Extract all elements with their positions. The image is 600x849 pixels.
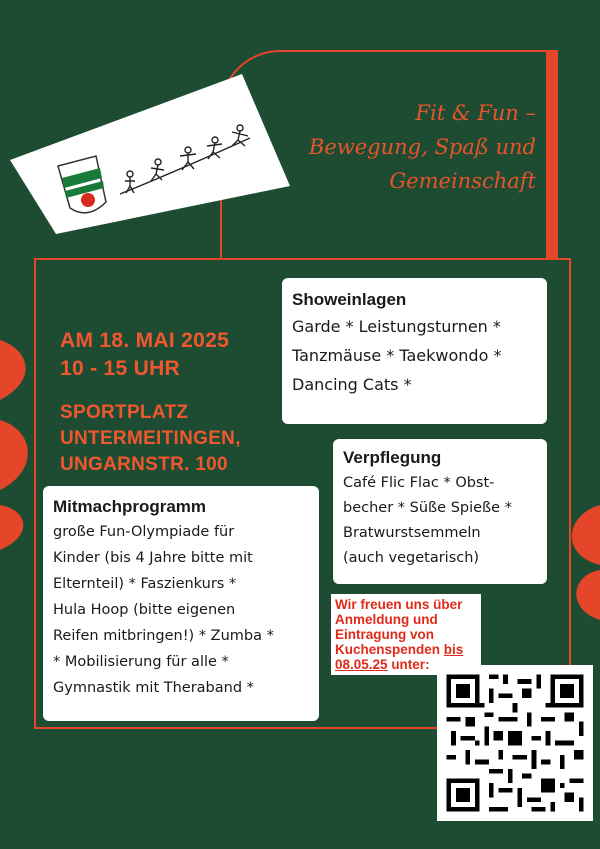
tagline — [236, 96, 536, 198]
mitmachprogramm-line: Gymnastik mit Theraband * — [53, 680, 254, 696]
showeinlagen-title: Showeinlagen — [292, 290, 407, 309]
event-location — [60, 400, 241, 478]
location-line: UNTERMEITINGEN, — [60, 428, 241, 449]
showeinlagen-line: Tanzmäuse * Taekwondo * — [292, 346, 502, 365]
mitmachprogramm-title: Mitmachprogramm — [53, 497, 207, 516]
showeinlagen-line: Dancing Cats * — [292, 375, 412, 394]
registration-notice — [331, 594, 481, 675]
tagline-line: Bewegung, Spaß und — [308, 135, 536, 159]
tagline-line: Fit & Fun – — [415, 101, 536, 125]
notice-deadline-text: bis — [443, 642, 464, 657]
mitmachprogramm-line: Elternteil) * Faszienkurs * — [53, 576, 237, 592]
mitmachprogramm-line: Reifen mitbringen!) * Zumba * — [53, 628, 274, 644]
time-line: 10 - 15 UHR — [60, 357, 181, 380]
tagline-line: Gemeinschaft — [389, 169, 536, 193]
notice-line: Anmeldung und — [335, 612, 438, 627]
notice-text: Kuchenspenden — [335, 642, 444, 657]
frame-accent-bar — [546, 50, 558, 260]
notice-line: Wir freuen uns über — [335, 597, 463, 612]
mitmachprogramm-line: große Fun-Olympiade für — [53, 524, 235, 540]
date-line: AM 18. MAI 2025 — [60, 329, 230, 352]
mitmachprogramm-card — [43, 486, 319, 721]
qr-code-icon — [437, 665, 593, 821]
verpflegung-line: (auch vegetarisch) — [343, 550, 480, 566]
verpflegung-line: Bratwurstsemmeln — [343, 525, 481, 541]
mitmachprogramm-line: Hula Hoop (bitte eigenen — [53, 602, 236, 618]
mitmachprogramm-line: Kinder (bis 4 Jahre bitte mit — [53, 550, 253, 566]
registration-qr-code[interactable] — [437, 665, 593, 821]
mitmachprogramm-line: * Mobilisierung für alle * — [53, 654, 229, 670]
verpflegung-title: Verpflegung — [343, 448, 442, 467]
verpflegung-card — [333, 439, 547, 584]
notice-line: Eintragung von — [335, 627, 434, 642]
notice-text: unter: — [387, 657, 430, 672]
event-date — [60, 327, 229, 383]
verpflegung-line: becher * Süße Spieße * — [343, 500, 512, 516]
verpflegung-line: Café Flic Flac * Obst- — [343, 475, 495, 491]
showeinlagen-line: Garde * Leistungsturnen * — [292, 317, 501, 336]
location-line: UNGARNSTR. 100 — [60, 454, 228, 475]
showeinlagen-card — [282, 278, 547, 424]
location-line: SPORTPLATZ — [60, 402, 189, 423]
notice-line — [335, 642, 477, 657]
notice-deadline-date: 08.05.25 — [335, 657, 388, 672]
